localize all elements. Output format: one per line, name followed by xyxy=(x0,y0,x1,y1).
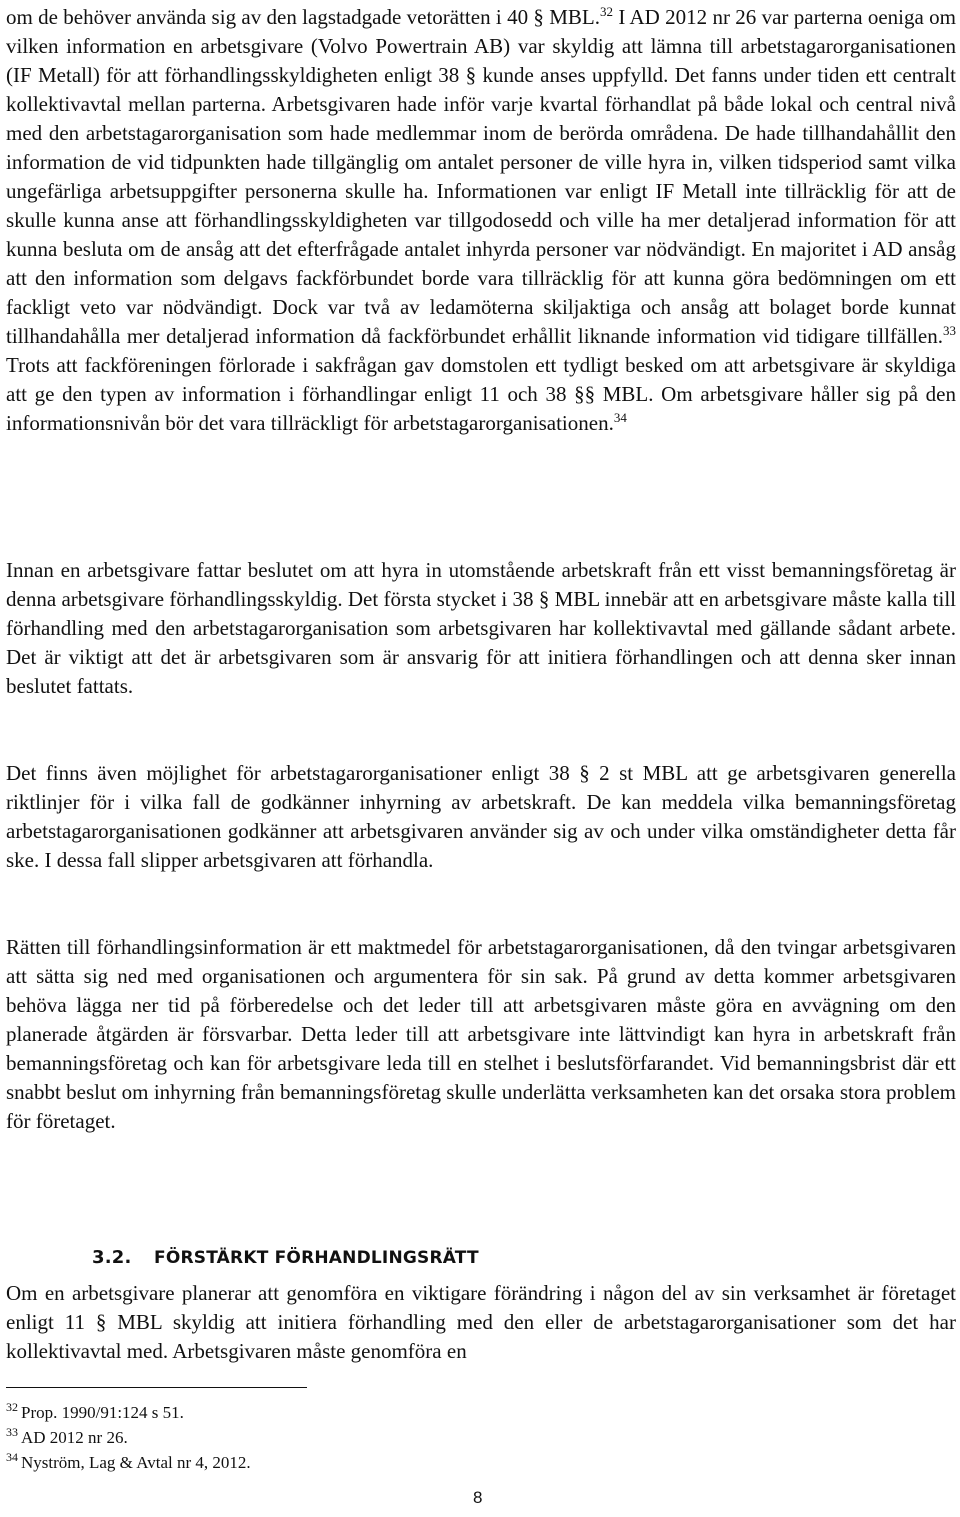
body-paragraph-forandring xyxy=(6,1279,956,1366)
paragraph-text: I AD 2012 nr 26 var parterna oeniga om vilken information en arbetsgivare (Volvo Powertrain AB) var skyldig att lämna till arbetstagarorganisationen (IF Metall) för att förhandlingsskyldigheten enligt 38 § kunde anses uppfylld. Det fanns under tiden ett centralt kollektivavtal mellan parterna. Arbetsgivaren hade inför varje kvartal förhandlat på både lokal och central nivå med den arbetstagarorganisation som hade medlemmar inom de berörda områdena. De hade tillhandahållit den information de vid tidpunkten hade tillgänglig om antalet personer de ville hyra in, vilken tidsperiod samt vilka ungefärliga arbetsuppgifter personerna skulle ha. Informationen var enligt IF Metall inte tillräcklig för att de skulle kunna anse att förhandlingsskyldigheten var tillgodosedd och ville ha mer detaljerad information för att kunna besluta om de ansåg att det efterfrågade antalet inhyrda personer var nödvändigt. En majoritet i AD ansåg att den information som delgavs fackförbundet borde vara tillräcklig för att kunna göra bedömningen om ett fackligt veto var nödvändigt. Dock var två av ledamöterna skiljaktiga och ansåg att bolaget borde kunnat tillhandahålla mer detaljerad information då fackförbundet erhållit liknande information vid tidigare tillfällen. xyxy=(6,5,956,348)
footnote-divider xyxy=(6,1387,307,1388)
paragraph-text: Det finns även möjlighet för arbetstagarorganisationer enligt 38 § 2 st MBL att ge arbetsgivaren generella riktlinjer för i vilka fall de godkänner inhyrning av arbetskraft. De kan meddela vilka bemanningsföretag arbetstagarorganisationen godkänner att arbetsgivaren använder sig av och under vilka omständigheter detta får ske. I dessa fall slipper arbetsgivaren att förhandla. xyxy=(6,761,956,872)
footnotes xyxy=(6,1400,706,1475)
footnote-ref-33[interactable]: 33 xyxy=(943,323,956,338)
section-heading xyxy=(92,1247,479,1269)
section-number: 3.2. xyxy=(92,1247,132,1268)
footnote-text: Prop. 1990/91:124 s 51. xyxy=(21,1403,184,1422)
paragraph-text: Om en arbetsgivare planerar att genomföra en viktigare förändring i någon del av sin verksamhet är företaget enligt 11 § MBL skyldig att initiera förhandling med den eller de arbetstagarorganisationer som det har kollektivavtal med. Arbetsgivaren måste genomföra en xyxy=(6,1281,956,1363)
paragraph-text: om de behöver använda sig av den lagstadgade vetorätten i 40 § MBL. xyxy=(6,5,600,29)
footnote-ref-34[interactable]: 34 xyxy=(613,410,627,425)
footnote-text: AD 2012 nr 26. xyxy=(21,1428,128,1447)
footnote-33 xyxy=(6,1425,706,1450)
footnote-32 xyxy=(6,1400,706,1425)
body-paragraph-riktlinjer xyxy=(6,759,956,875)
paragraph-text: Rätten till förhandlingsinformation är ett maktmedel för arbetstagarorganisationen, då den tvingar arbetsgivaren att sätta sig ned med organisationen och argumentera för sin sak. På grund av detta kommer arbetsgivaren behöva lägga ner tid på förberedelse och det leder till att arbetsgivaren måste göra en avvägning om den planerade åtgärden är försvarbar. Detta leder till att arbetsgivare inte lättvindigt kan hyra in arbetskraft från bemanningsföretag och kan för arbetsgivare leda till en stelhet i beslutsförfarandet. Vid bemanningsbrist där ett snabbt beslut om inhyrning från bemanningsföretag skulle underlätta verksamheten kan det orsaka stora problem för företaget. xyxy=(6,935,956,1133)
body-paragraph-ad-2012 xyxy=(6,3,956,438)
body-paragraph-forhandlingsskyldighet xyxy=(6,556,956,701)
page-number: 8 xyxy=(473,1488,483,1507)
section-title: FÖRSTÄRKT FÖRHANDLINGSRÄTT xyxy=(154,1248,479,1268)
footnote-number: 33 xyxy=(6,1425,18,1439)
body-paragraph-maktmedel xyxy=(6,933,956,1136)
footnote-ref-32[interactable]: 32 xyxy=(600,4,613,19)
footnote-number: 34 xyxy=(6,1450,18,1464)
footnote-number: 32 xyxy=(6,1400,18,1414)
footnote-34 xyxy=(6,1450,706,1475)
paragraph-text: Trots att fackföreningen förlorade i sakfrågan gav domstolen ett tydligt besked om att arbetsgivare är skyldiga att ge den typen av information i förhandlingar enligt 11 och 38 §§ MBL. Om arbetsgivare håller sig på den informationsnivån bör det vara tillräckligt för arbetstagarorganisationen. xyxy=(6,353,956,435)
paragraph-text: Innan en arbetsgivare fattar beslutet om att hyra in utomstående arbetskraft från ett visst bemanningsföretag är denna arbetsgivare förhandlingsskyldig. Det första stycket i 38 § MBL innebär att en arbetsgivare måste kalla till förhandling med den arbetstagarorganisation som arbetsgivaren har kollektivavtal med gällande sådant arbete. Det är viktigt att det är arbetsgivaren som är ansvarig för att initiera förhandlingen och att denna sker innan beslutet fattats. xyxy=(6,558,956,698)
footnote-text: Nyström, Lag & Avtal nr 4, 2012. xyxy=(21,1453,251,1472)
